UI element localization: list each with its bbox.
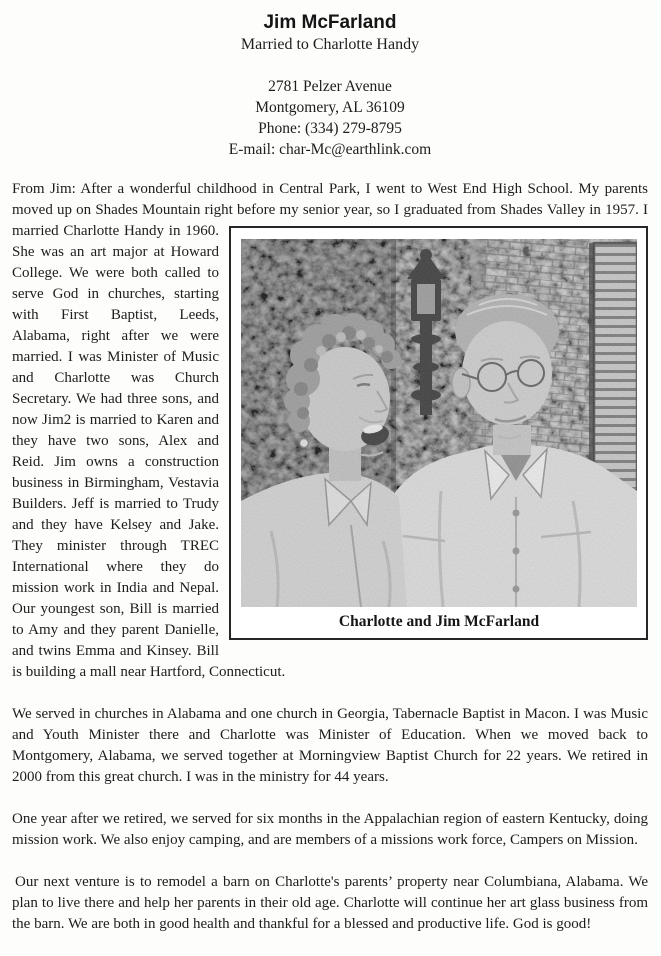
person-name: Jim McFarland (263, 12, 397, 33)
photo-caption: Charlotte and Jim McFarland (338, 613, 540, 630)
framed-photo (229, 226, 648, 640)
entry-header (12, 12, 648, 160)
phone-line: Phone: (334) 279-8795 (258, 120, 402, 137)
address-city: Montgomery, AL 36109 (255, 99, 405, 116)
paragraph-4: Our next venture is to remodel a barn on Charlotte's parents’ property near Columbiana, Alabama. We plan to live there and help her parents in their old age. Charlotte will continue her art glass business from the barn. We are both in good health and thankful for a blessed and productive life. God is good! (12, 874, 648, 932)
paragraph-3: One year after we retired, we served for six months in the Appalachian region of eastern Kentucky, doing mission work. We also enjoy camping, and are members of a missions work force, Campers on Mission. (12, 811, 648, 848)
paragraph-2: We served in churches in Alabama and one church in Georgia, Tabernacle Baptist in Macon. I was Music and Youth Minister there and Charlotte was Minister of Education. When we moved back to Montgomery, Alabama, we served together at Morningview Baptist Church for 22 years. We retired in 2000 from this great church. I was in the ministry for 44 years. (12, 706, 648, 785)
address-block (12, 76, 648, 160)
address-street: 2781 Pelzer Avenue (268, 78, 392, 95)
paragraph-1-wrap: Valley in 1957. I married Charlotte Handy in 1960. She was an art major at Howard College. We were both called to serve God in churches, starting with First Baptist, Leeds, Alabama, right after we were married. I was Minister of Music and Charlotte was Church Secretary. We had three sons, and now Jim2 is married to Karen and they have two sons, Alex and Reid. Jim owns a construction business in Birmingham, Vestavia Builders. Jeff is married to Trudy and they have Kelsey and Jake. They minister through TREC International where they do mission work in India and Nepal. Our youngest son, Bill is married to Amy and they parent Danielle, and twins Emma and Kinsey. Bill is building a mall near Hartford, Connecticut. (12, 202, 648, 680)
spouse-line: Married to Charlotte Handy (240, 36, 420, 53)
paragraph-1-intro: From Jim: After a wonderful childhood in Central Park, I went to West End High School. My parents moved up on Shades Mountain right before my senior year, so I graduated from Shades (12, 181, 648, 218)
paragraph-1 (12, 179, 648, 683)
couple-photo (241, 239, 637, 607)
biography-body (12, 179, 648, 935)
email-line: E-mail: char-Mc@earthlink.com (228, 141, 432, 158)
